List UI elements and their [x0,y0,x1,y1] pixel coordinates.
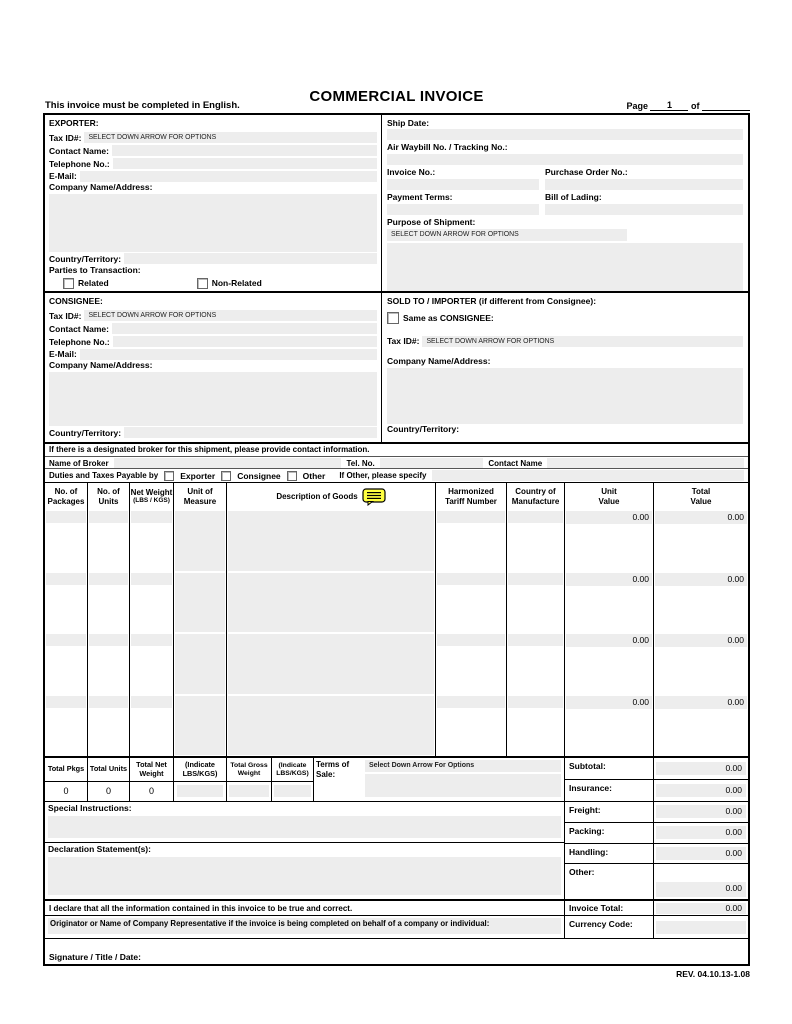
currency-code-label: Currency Code: [565,916,654,938]
consignee-phone-input[interactable] [113,336,377,347]
ship-date-input[interactable] [387,129,743,140]
bol-label: Bill of Lading: [545,192,602,202]
non-related-label: Non-Related [211,278,262,288]
exporter-email-label: E-Mail: [49,171,77,181]
consignee-phone-row [49,335,377,348]
consignee-country-row [49,426,377,439]
exporter-taxid-label: Tax ID#: [49,132,82,143]
broker-contact-input[interactable] [547,458,744,468]
col-unitvalue-header: Unit Value [565,483,654,510]
signature-area[interactable] [45,938,748,964]
exporter-company-label: Company Name/Address: [49,182,153,192]
exporter-country-row [49,252,377,265]
packing-value[interactable]: 0.00 [656,826,746,839]
originator-input[interactable]: Originator or Name of Company Representative if the invoice is being completed on behalf of a company or individual: [48,918,561,934]
description-input[interactable] [228,573,434,633]
terms-of-sale-select[interactable]: Select Down Arrow For Options [365,760,561,772]
packages-input[interactable] [46,511,86,523]
total-pkgs-col [45,758,88,801]
handling-row [565,844,748,865]
declaration-block [45,843,564,899]
duties-exporter-checkbox[interactable] [164,471,174,481]
consignee-taxid-select[interactable]: SELECT DOWN ARROW FOR OPTIONS [84,310,377,321]
duties-section [45,468,748,483]
bol-input[interactable] [545,204,743,215]
packages-input[interactable] [46,696,86,708]
goods-table-header [45,483,748,510]
exporter-company-input[interactable] [49,194,377,252]
exporter-taxid-row [49,131,377,144]
purpose-label: Purpose of Shipment: [387,217,476,227]
subtotal-row [565,758,748,780]
non-related-checkbox[interactable] [197,278,208,289]
total-netweight-label: Total Net Weight [130,758,173,782]
broker-tel-input[interactable] [380,458,484,468]
freight-label: Freight: [565,802,654,822]
units-input[interactable] [89,573,128,585]
invoice-total-value[interactable]: 0.00 [656,903,746,914]
tariff-input[interactable] [437,573,505,585]
consignee-heading: CONSIGNEE: [49,296,103,306]
total-units-value[interactable]: 0 [105,786,111,797]
consignee-contact-label: Contact Name: [49,323,109,334]
total-units-label: Total Units [88,758,129,782]
description-input[interactable] [228,696,434,756]
manufacture-input[interactable] [508,573,563,585]
exporter-heading: EXPORTER: [49,118,99,128]
duties-specify-label: If Other, please specify [339,471,427,480]
soldto-company-label: Company Name/Address: [387,356,491,366]
soldto-taxid-select[interactable]: SELECT DOWN ARROW FOR OPTIONS [422,336,743,347]
of-label: of [690,101,700,111]
subtotal-label: Subtotal: [565,758,654,779]
broker-instruction: If there is a designated broker for this shipment, please provide contact information. [45,444,748,457]
col-measure-header: Unit of Measure [174,483,227,510]
measure-input[interactable] [175,511,225,571]
manufacture-input[interactable] [508,634,563,646]
invoice-form [43,113,750,966]
terms-of-sale-input[interactable] [365,774,561,797]
indicate-input-2[interactable] [274,785,311,797]
total-value-field[interactable]: 0.00 [655,634,747,647]
insurance-label: Insurance: [565,780,654,801]
totals-left-panel [45,758,565,938]
terms-of-sale-label: Terms of Sale: [316,760,350,779]
exporter-phone-input[interactable] [113,158,377,169]
exporter-shipment-section [45,115,748,291]
consignee-phone-label: Telephone No.: [49,336,110,347]
packages-input[interactable] [46,634,86,646]
summary-panel [565,758,748,938]
total-value-field[interactable]: 0.00 [655,696,747,709]
grossweight-input[interactable] [229,785,269,797]
exporter-taxid-select[interactable]: SELECT DOWN ARROW FOR OPTIONS [84,132,377,143]
total-pkgs-label: Total Pkgs [45,758,87,782]
duties-consignee-label: Consignee [237,470,281,481]
comment-bubble-icon[interactable] [362,488,386,506]
consignee-country-input[interactable] [124,427,377,438]
units-input[interactable] [89,696,128,708]
indicate-label-2: (Indicate LBS/KGS) [272,758,313,782]
duties-exporter-label: Exporter [180,470,216,481]
language-instruction: This invoice must be completed in English. [45,100,240,111]
goods-row-2 [45,572,748,634]
other-label: Other: [565,864,654,899]
col-packages-header: No. of Packages [45,483,88,510]
netweight-input[interactable] [131,634,172,646]
goods-row-4 [45,695,748,757]
total-value-field[interactable]: 0.00 [655,511,747,524]
soldto-taxid-label: Tax ID#: [387,336,420,346]
total-value-field[interactable]: 0.00 [655,573,747,586]
col-tariff-header: Harmonized Tariff Number [436,483,507,510]
signature-label: Signature / Title / Date: [49,952,141,962]
manufacture-input[interactable] [508,511,563,523]
purpose-notes-input[interactable] [387,243,743,293]
duties-other-label: Other [302,470,326,481]
soldto-country-label: Country/Territory: [387,424,460,434]
broker-tel-label: Tel. No. [346,458,375,468]
col-description-header: Description of Goods [227,483,436,510]
page-number-area [626,100,750,111]
tariff-input[interactable] [437,511,505,523]
soldto-heading: SOLD TO / IMPORTER (if different from Consignee): [387,296,597,306]
indicate-input-1[interactable] [177,785,224,797]
po-label: Purchase Order No.: [545,167,628,177]
page-header [43,88,750,112]
exporter-phone-row [49,157,377,170]
terms-bol-fields [387,204,743,217]
indicate-lbs-kgs-col-1 [174,758,227,801]
col-totalvalue-header: Total Value [690,486,712,506]
parties-options-row [49,276,377,290]
measure-input[interactable] [175,573,225,633]
exporter-email-row [49,170,377,182]
awb-label: Air Waybill No. / Tracking No.: [387,142,508,152]
total-units-col [88,758,130,801]
broker-section [45,442,748,468]
consignee-contact-input[interactable] [112,323,377,334]
exporter-country-input[interactable] [124,253,377,264]
consignee-soldto-section [45,291,748,442]
broker-contact-label: Contact Name [488,458,543,468]
total-grossweight-col [227,758,272,801]
duties-other-checkbox[interactable] [287,471,297,481]
indicate-label-1: (Indicate LBS/KGS) [174,758,226,782]
declaration-label: Declaration Statement(s): [48,844,151,855]
special-instructions-block [45,802,564,844]
invoice-no-label: Invoice No.: [387,167,436,177]
col-netweight-header: Net Weight (LBS / KGS) [130,483,174,510]
awb-input[interactable] [387,154,743,165]
consignee-panel [45,293,382,442]
tariff-input[interactable] [437,634,505,646]
netweight-input[interactable] [131,696,172,708]
goods-row-1 [45,510,748,572]
total-grossweight-label: Total Gross Weight [227,758,271,782]
consignee-email-row [49,348,377,360]
duties-consignee-checkbox[interactable] [221,471,231,481]
exporter-phone-label: Telephone No.: [49,158,110,169]
consignee-taxid-row [49,309,377,322]
terms-of-sale-area [362,758,564,801]
parties-label: Parties to Transaction: [49,265,141,275]
packages-input[interactable] [46,573,86,585]
exporter-contact-input[interactable] [112,145,377,156]
consignee-taxid-label: Tax ID#: [49,310,82,321]
page-label: Page [626,101,648,111]
total-pkgs-value[interactable]: 0 [63,786,69,797]
special-instructions-input[interactable] [48,816,561,839]
page-title: COMMERCIAL INVOICE [309,88,484,105]
consignee-contact-row [49,322,377,335]
description-input[interactable] [228,634,434,694]
tariff-input[interactable] [437,696,505,708]
ship-date-label: Ship Date: [387,118,430,128]
revision-text: REV. 04.10.13-1.08 [676,969,750,979]
totals-summary-section [45,757,748,938]
measure-input[interactable] [175,696,225,756]
consignee-email-input[interactable] [80,349,377,360]
exporter-email-input[interactable] [80,171,377,182]
insurance-row [565,780,748,802]
units-input[interactable] [89,634,128,646]
netweight-input[interactable] [131,511,172,523]
measure-input[interactable] [175,634,225,694]
invoice-po-fields [387,179,743,192]
exporter-contact-label: Contact Name: [49,145,109,156]
declare-statement: I declare that all the information contained in this invoice to be true and correct. [45,899,564,916]
duties-specify-input[interactable] [432,470,744,481]
payment-terms-input[interactable] [387,204,539,215]
units-input[interactable] [89,511,128,523]
indicate-lbs-kgs-col-2 [272,758,314,801]
handling-label: Handling: [565,844,654,864]
consignee-company-input[interactable] [49,372,377,426]
subtotal-value[interactable]: 0.00 [656,762,746,775]
related-checkbox[interactable] [63,278,74,289]
soldto-company-input[interactable] [387,368,743,424]
total-netweight-col [130,758,174,801]
freight-row [565,802,748,823]
invoice-no-input[interactable] [387,179,539,190]
freight-value[interactable]: 0.00 [656,805,746,818]
packing-label: Packing: [565,823,654,843]
broker-name-input[interactable] [114,458,342,468]
duties-label: Duties and Taxes Payable by [49,471,159,480]
consignee-company-label: Company Name/Address: [49,360,153,370]
exporter-contact-row [49,144,377,157]
totals-block [45,758,564,802]
payment-terms-label: Payment Terms: [387,192,453,202]
consignee-email-label: E-Mail: [49,349,77,359]
shipment-panel [382,115,748,291]
soldto-taxid-row [387,334,743,348]
col-units-header: No. of Units [88,483,130,510]
page-number-field[interactable]: 1 [650,100,688,111]
originator-row [45,916,564,938]
related-label: Related [78,278,109,288]
exporter-panel [45,115,382,291]
page-total-field[interactable] [702,100,750,111]
special-instructions-label: Special Instructions: [48,802,132,813]
total-netweight-value[interactable]: 0 [148,786,154,797]
netweight-input[interactable] [131,573,172,585]
invoice-po-labels [387,167,743,179]
invoice-total-label: Invoice Total: [565,901,654,915]
goods-table-body [45,510,748,757]
currency-code-value[interactable] [656,921,746,934]
declaration-input[interactable] [48,857,561,895]
unit-value-field[interactable]: 0.00 [566,634,652,647]
po-input[interactable] [545,179,743,190]
col-manufacture-header: Country of Manufacture [507,483,565,510]
broker-name-label: Name of Broker [49,458,109,468]
same-as-consignee-label: Same as CONSIGNEE: [403,313,494,323]
handling-value[interactable]: 0.00 [656,847,746,860]
description-input[interactable] [228,511,434,571]
unit-value-field[interactable]: 0.00 [566,511,652,524]
soldto-panel [382,293,748,442]
currency-code-row [565,916,748,938]
goods-row-3 [45,633,748,695]
consignee-country-label: Country/Territory: [49,427,122,438]
same-as-consignee-checkbox[interactable] [387,312,399,324]
exporter-country-label: Country/Territory: [49,253,122,264]
invoice-total-row [565,899,748,916]
terms-bol-labels [387,192,743,204]
insurance-value[interactable]: 0.00 [656,784,746,797]
packing-row [565,823,748,844]
same-as-consignee-row [387,310,743,326]
unit-value-field[interactable]: 0.00 [566,573,652,586]
manufacture-input[interactable] [508,696,563,708]
other-row [565,864,748,899]
other-value[interactable]: 0.00 [656,882,746,897]
unit-value-field[interactable]: 0.00 [566,696,652,709]
purpose-select[interactable]: SELECT DOWN ARROW FOR OPTIONS [387,229,627,241]
